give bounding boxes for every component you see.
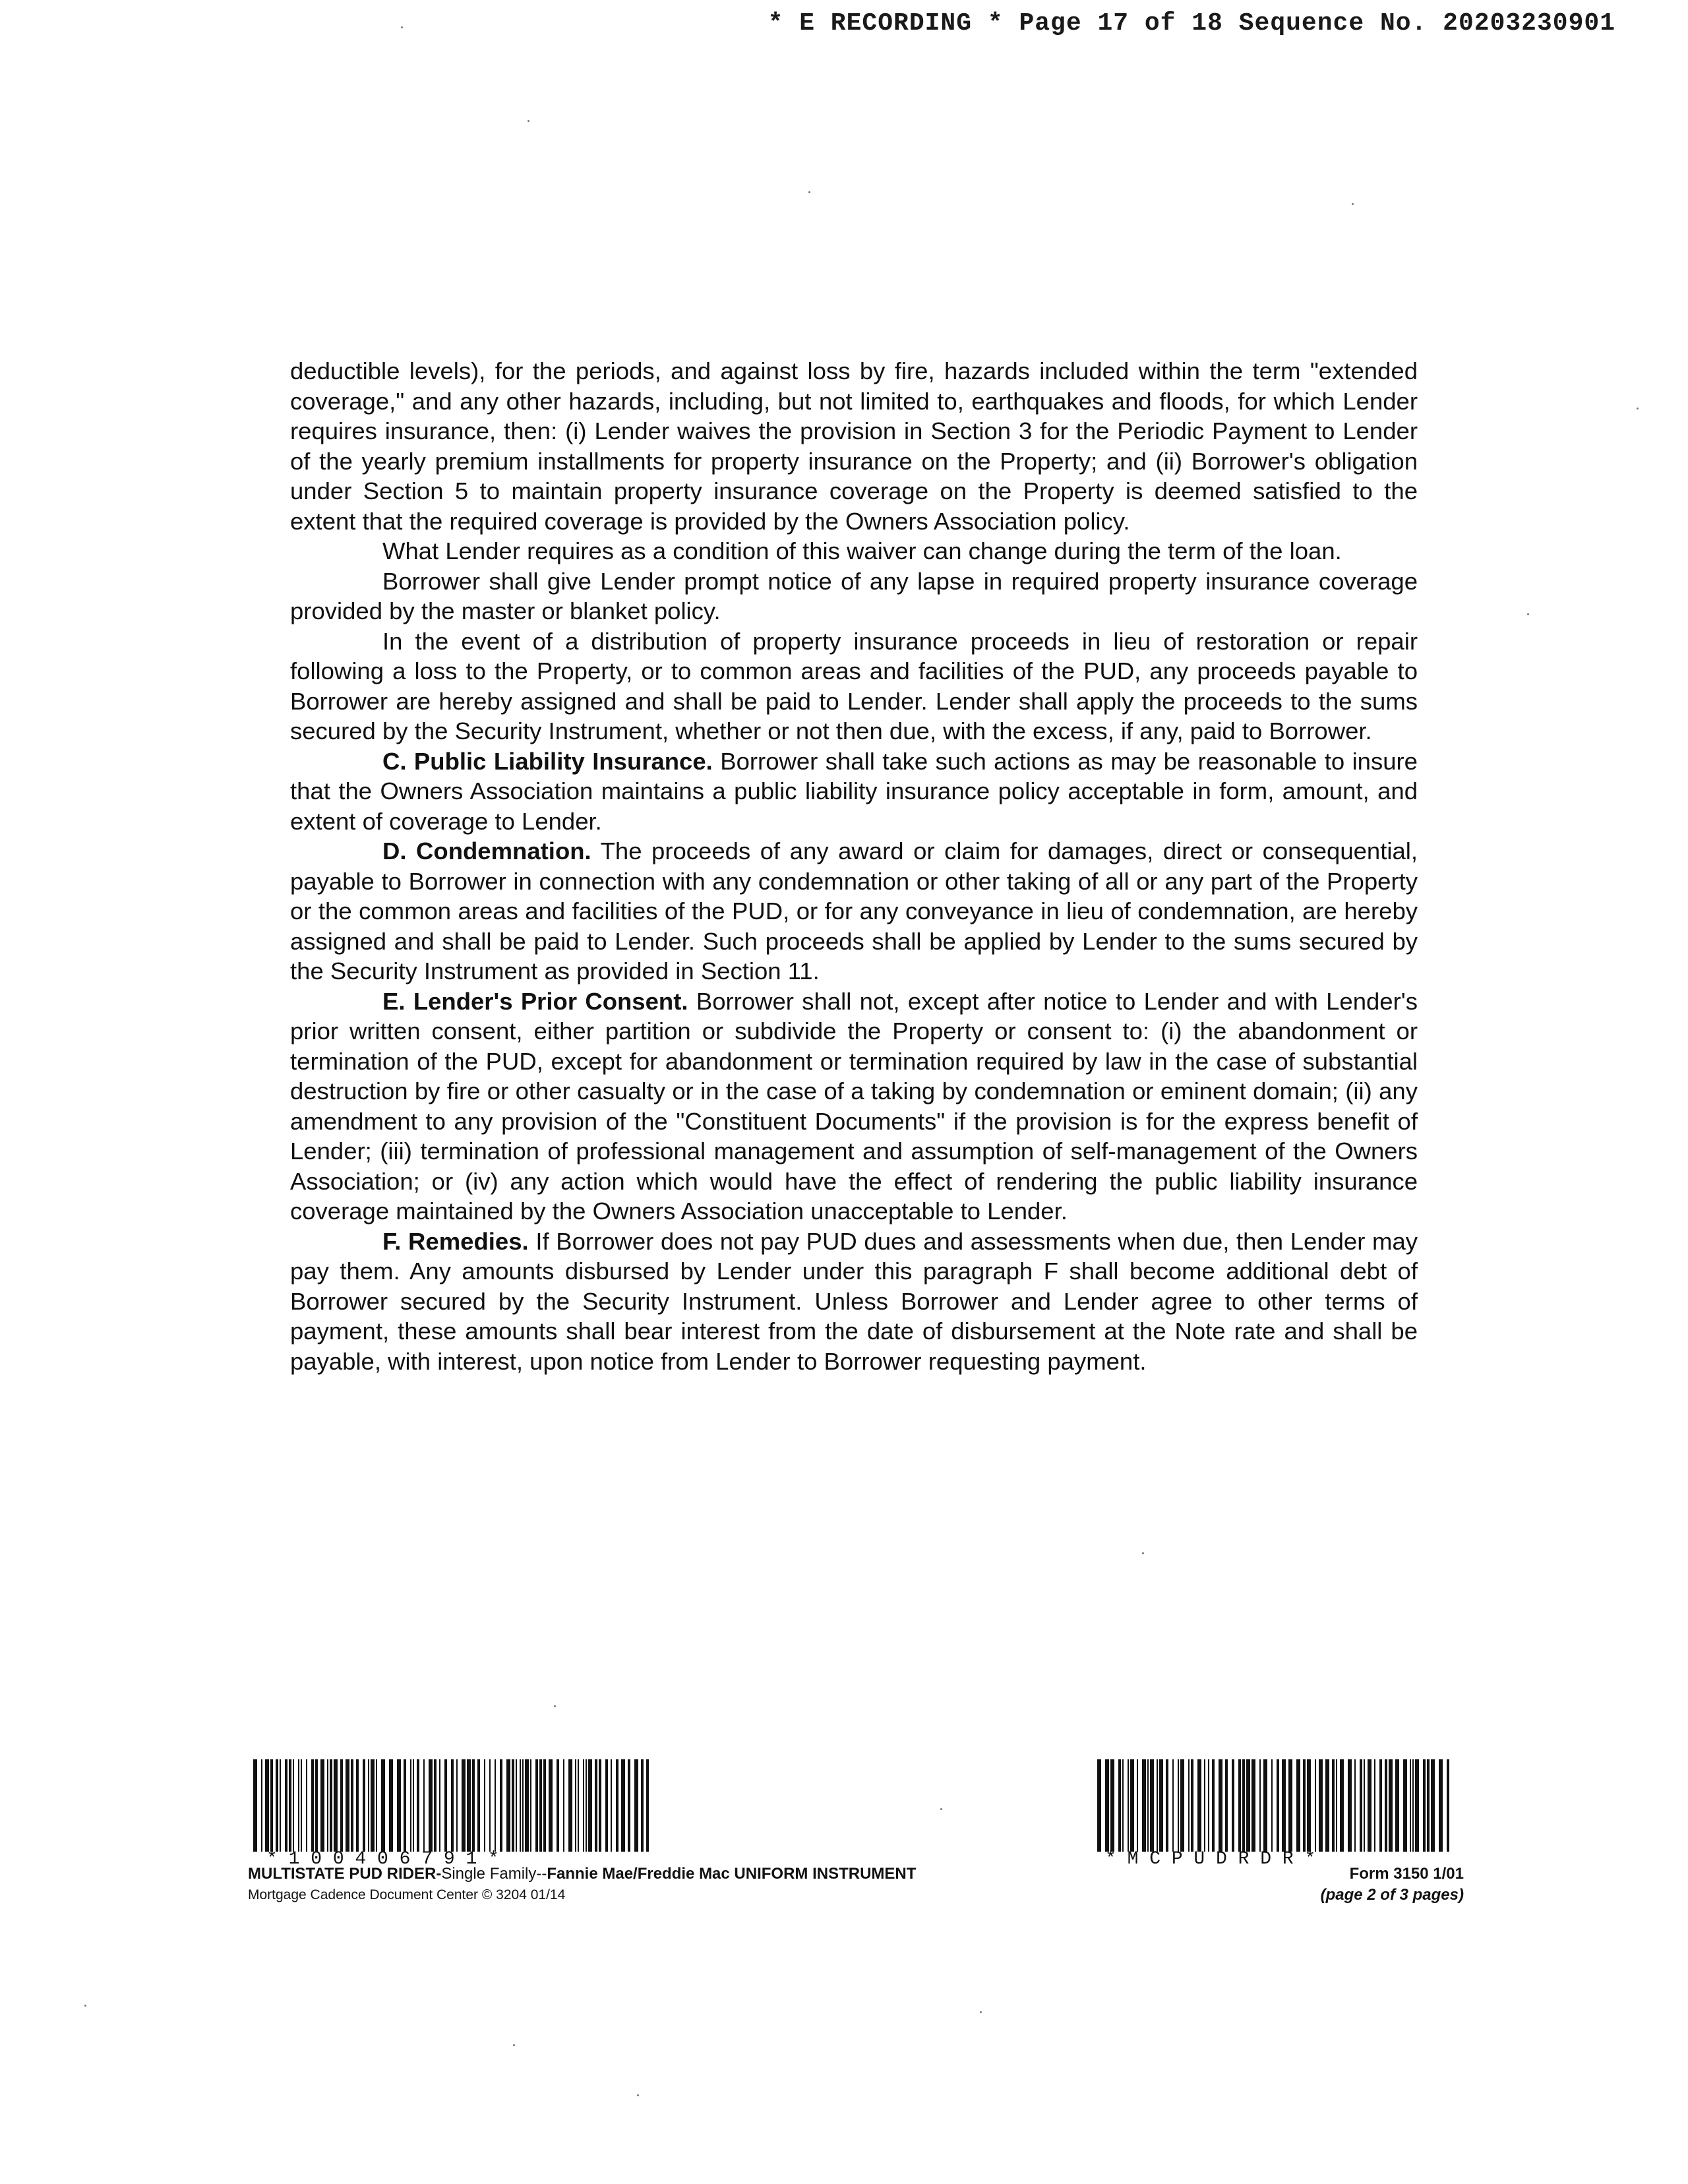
barcode-bar: [1238, 1759, 1241, 1852]
scan-speck: [513, 2044, 515, 2046]
barcode-bar: [489, 1759, 491, 1852]
barcode-bar: [1197, 1759, 1201, 1852]
barcode-bar: [578, 1759, 579, 1852]
barcode-bar: [351, 1759, 353, 1852]
barcode-bar: [280, 1759, 281, 1852]
barcode-bar: [1277, 1759, 1279, 1852]
barcode-bar: [583, 1759, 584, 1852]
loan-barcode: [253, 1759, 649, 1869]
barcode-bar: [1130, 1759, 1134, 1852]
barcode-bar: [298, 1759, 299, 1852]
barcode-bar: [1447, 1759, 1449, 1852]
paragraph-text: Borrower shall give Lender prompt notice of any lapse in required property insurance coverage provided by the master or blanket policy.: [290, 567, 1418, 624]
barcode-bar: [1360, 1759, 1362, 1852]
barcode-bar: [1191, 1759, 1193, 1852]
barcode-bar: [410, 1759, 411, 1852]
paragraph-insurance-continued: [290, 356, 1418, 536]
footer-page-count: (page 2 of 3 pages): [1320, 1886, 1464, 1904]
barcode-bar: [301, 1759, 302, 1852]
barcode-bar: [311, 1759, 314, 1852]
barcode-bar: [628, 1759, 630, 1852]
barcode-bar: [1118, 1759, 1121, 1852]
barcode-bar: [1348, 1759, 1352, 1852]
section-f-remedies: [290, 1227, 1418, 1377]
barcode-bar: [1354, 1759, 1356, 1852]
footer-subtitle: Mortgage Cadence Document Center © 3204 01/14: [248, 1887, 566, 1902]
barcode-bar: [1340, 1759, 1344, 1852]
scan-speck: [1527, 613, 1529, 615]
barcode-bar: [376, 1759, 377, 1852]
barcode-bar: [467, 1759, 471, 1852]
barcode-bar: [1315, 1759, 1316, 1852]
barcode-bar: [1319, 1759, 1323, 1852]
barcode-bar: [1307, 1759, 1311, 1852]
barcode-bar: [516, 1759, 517, 1852]
barcode-bar: [563, 1759, 564, 1852]
barcode-bar: [1142, 1759, 1146, 1852]
section-heading: D. Condemnation.: [382, 837, 591, 864]
barcode-bar: [1282, 1759, 1286, 1852]
scan-speck: [980, 2011, 982, 2013]
barcode-bar: [477, 1759, 480, 1852]
footer-title-bold: MULTISTATE PUD RIDER-: [248, 1865, 442, 1883]
paragraph-text: If Borrower does not pay PUD dues and assessments when due, then Lender may pay them. Any amounts disbursed by Lender under this paragraph F shall become additional debt of Borrower secured by the Security Instrument. Unless Borrower and Lender agree to other terms of payment, these amounts shall bear interest from the date of disbursement at the Note rate and shall be payable, with interest, upon notice from Lender to Borrower requesting payment.: [290, 1227, 1418, 1375]
barcode-bar: [1188, 1759, 1190, 1852]
barcode-bar: [1212, 1759, 1215, 1852]
barcode-bar: [389, 1759, 393, 1852]
barcode-bar: [444, 1759, 447, 1852]
scan-speck: [808, 191, 810, 193]
paragraph-text: In the event of a distribution of property insurance proceeds in lieu of restoration or repair following a loss to the Property, or to common areas and facilities of the PUD, any proceeds payable to Borrower are hereby assigned and shall be paid to Lender. Lender shall apply the proceeds to the sums secured by the Security Instrument, whether or not then due, with the excess, if any, paid to Borrower.: [290, 627, 1418, 744]
barcode-bar: [1208, 1759, 1209, 1852]
section-c-public-liability: [290, 746, 1418, 837]
barcode-bar: [276, 1759, 278, 1852]
barcode-bar: [1219, 1759, 1222, 1852]
barcode-bar: [605, 1759, 608, 1852]
paragraph-text: deductible levels), for the periods, and against loss by fire, hazards included within the term "extended coverage," and any other hazards, including, but not limited to, earthquakes and floods, for which Lender requires insurance, then: (i) Lender waives the provision in Section 3 for the Periodic Payment to Lender of the yearly premium installments for property insurance on the Property; and (ii) Borrower's obligation under Section 5 to maintain property insurance coverage on the Property is deemed satisfied to the extent that the required coverage is provided by the Owners Association policy.: [290, 357, 1418, 535]
barcode-bar: [525, 1759, 529, 1852]
paragraph-text: Borrower shall take such actions as may be reasonable to insure that the Owners Association maintains a public liability insurance policy acceptable in form, amount, and extent of coverage to Lender.: [290, 747, 1418, 835]
barcode-bar: [1403, 1759, 1407, 1852]
paragraph-text: What Lender requires as a condition of this waiver can change during the term of the loan.: [382, 537, 1342, 564]
barcode-bar: [340, 1759, 343, 1852]
barcode-bar: [315, 1759, 318, 1852]
barcode-bar: [1110, 1759, 1114, 1852]
barcode-bar: [500, 1759, 502, 1852]
barcode-bar: [472, 1759, 475, 1852]
barcode-bar: [334, 1759, 338, 1852]
footer-title-line: [248, 1864, 1105, 1885]
scan-speck: [1352, 203, 1354, 205]
barcode-bar: [1225, 1759, 1228, 1852]
scan-speck: [940, 1808, 942, 1810]
barcode-bar: [1395, 1759, 1399, 1852]
barcode-bar: [1368, 1759, 1372, 1852]
barcode-bar: [1150, 1759, 1154, 1852]
barcode-bar: [1410, 1759, 1411, 1852]
barcode-bar: [429, 1759, 433, 1852]
barcode-bar: [1147, 1759, 1149, 1852]
barcode-bar: [1423, 1759, 1426, 1852]
form-barcode-bars: [1097, 1759, 1453, 1852]
barcode-bar: [285, 1759, 287, 1852]
section-heading: E. Lender's Prior Consent.: [382, 987, 688, 1015]
loan-barcode-text: * 1 0 0 4 0 6 7 9 1 *: [266, 1849, 499, 1869]
barcode-bar: [568, 1759, 572, 1852]
barcode-bar: [451, 1759, 454, 1852]
barcode-bar: [456, 1759, 458, 1852]
barcode-bar: [265, 1759, 269, 1852]
barcode-bar: [1389, 1759, 1393, 1852]
paragraph-lapse-notice: [290, 566, 1418, 626]
barcode-bar: [413, 1759, 414, 1852]
footer-form-title: [248, 1864, 1105, 1906]
barcode-bar: [306, 1759, 307, 1852]
rider-body: [290, 356, 1418, 1376]
barcode-bar: [423, 1759, 425, 1852]
barcode-bar: [1242, 1759, 1245, 1852]
barcode-bar: [1263, 1759, 1267, 1852]
barcode-bar: [1128, 1759, 1129, 1852]
barcode-bar: [1412, 1759, 1414, 1852]
paragraph-text: Borrower shall not, except after notice to Lender and with Lender's prior written consent, either partition or subdivide the Property or consent to: (i) the abandonment or termination of the PUD, except for abandonment or termination required by law in the case of substantial destruction by fire or other casualty or in the case of a taking by condemnation or eminent domain; (ii) any amendment to any provision of the "Constituent Documents" if the provision is for the express benefit of Lender; (iii) termination of professional management and assumption of self-management of the Owners Association; or (iv) any action which would have the effect of rendering the public liability insurance coverage maintained by the Owners Association unacceptable to Lender.: [290, 987, 1418, 1225]
barcode-bar: [595, 1759, 597, 1852]
barcode-bar: [1288, 1759, 1292, 1852]
barcode-bar: [1259, 1759, 1261, 1852]
scan-speck: [637, 2094, 639, 2096]
barcode-bar: [1232, 1759, 1234, 1852]
barcode-bar: [363, 1759, 365, 1852]
barcode-bar: [611, 1759, 612, 1852]
section-heading: C. Public Liability Insurance.: [382, 747, 713, 775]
paragraph-waiver: [290, 536, 1418, 566]
barcode-bar: [1271, 1759, 1273, 1852]
barcode-bar: [1427, 1759, 1430, 1852]
barcode-bar: [641, 1759, 644, 1852]
barcode-bar: [616, 1759, 618, 1852]
barcode-bar: [381, 1759, 385, 1852]
scan-speck: [554, 1705, 556, 1707]
barcode-bar: [484, 1759, 485, 1852]
barcode-bar: [557, 1759, 559, 1852]
barcode-bar: [368, 1759, 369, 1852]
loan-barcode-bars: [253, 1759, 649, 1852]
footer-form-code: Form 3150 1/01: [1349, 1865, 1464, 1883]
barcode-bar: [1172, 1759, 1174, 1852]
footer-form-number: [1134, 1864, 1464, 1906]
barcode-bar: [1178, 1759, 1179, 1852]
barcode-bar: [1439, 1759, 1443, 1852]
barcode-bar: [371, 1759, 375, 1852]
barcode-bar: [1374, 1759, 1375, 1852]
barcode-bar: [1159, 1759, 1163, 1852]
footer-title-light: Single Family--: [441, 1865, 547, 1883]
barcode-bar: [356, 1759, 359, 1852]
barcode-bar: [1097, 1759, 1101, 1852]
paragraph-distribution: [290, 626, 1418, 746]
barcode-bar: [1180, 1759, 1184, 1852]
scan-speck: [1142, 1552, 1144, 1554]
section-e-prior-consent: [290, 986, 1418, 1227]
barcode-bar: [1246, 1759, 1250, 1852]
barcode-bar: [588, 1759, 592, 1852]
barcode-bar: [1415, 1759, 1419, 1852]
barcode-bar: [434, 1759, 437, 1852]
barcode-bar: [634, 1759, 638, 1852]
barcode-bar: [1364, 1759, 1365, 1852]
barcode-bar: [586, 1759, 587, 1852]
barcode-bar: [289, 1759, 291, 1852]
barcode-bar: [253, 1759, 257, 1852]
barcode-bar: [495, 1759, 496, 1852]
barcode-bar: [1336, 1759, 1337, 1852]
barcode-bar: [1325, 1759, 1329, 1852]
scan-speck: [1637, 408, 1639, 410]
recording-header: * E RECORDING * Page 17 of 18 Sequence No. 20203230901: [768, 9, 1615, 38]
barcode-bar: [462, 1759, 466, 1852]
barcode-bar: [404, 1759, 406, 1852]
barcode-bar: [549, 1759, 553, 1852]
barcode-bar: [417, 1759, 419, 1852]
barcode-bar: [293, 1759, 294, 1852]
barcode-bar: [1105, 1759, 1109, 1852]
barcode-bar: [512, 1759, 514, 1852]
section-d-condemnation: [290, 836, 1418, 986]
barcode-bar: [439, 1759, 440, 1852]
section-heading: F. Remedies.: [382, 1227, 529, 1255]
barcode-bar: [543, 1759, 546, 1852]
barcode-bar: [599, 1759, 601, 1852]
barcode-bar: [330, 1759, 332, 1852]
footer-title-bold2: Fannie Mae/Freddie Mac UNIFORM INSTRUMENT: [547, 1865, 917, 1883]
barcode-bar: [575, 1759, 576, 1852]
barcode-bar: [1379, 1759, 1382, 1852]
barcode-bar: [1204, 1759, 1205, 1852]
barcode-bar: [1296, 1759, 1300, 1852]
barcode-bar: [621, 1759, 625, 1852]
barcode-bar: [1251, 1759, 1255, 1852]
barcode-bar: [1122, 1759, 1124, 1852]
barcode-bar: [1385, 1759, 1387, 1852]
form-barcode: [1097, 1759, 1453, 1869]
paragraph-text: The proceeds of any award or claim for damages, direct or consequential, payable to Borrower in connection with any condemnation or other taking of all or any part of the Property or the common areas and facilities of the PUD, or for any conveyance in lieu of condemnation, are hereby assigned and shall be paid to Lender. Such proceeds shall be applied by Lender to the sums secured by the Security Instrument as provided in Section 11.: [290, 837, 1418, 985]
barcode-bar: [261, 1759, 262, 1852]
scan-speck: [401, 26, 403, 28]
barcode-bar: [327, 1759, 328, 1852]
barcode-bar: [1431, 1759, 1435, 1852]
barcode-bar: [535, 1759, 538, 1852]
barcode-bar: [506, 1759, 510, 1852]
barcode-bar: [270, 1759, 273, 1852]
barcode-bar: [1157, 1759, 1158, 1852]
barcode-bar: [530, 1759, 531, 1852]
scan-speck: [528, 120, 529, 122]
barcode-bar: [320, 1759, 324, 1852]
scan-speck: [84, 2005, 86, 2007]
barcode-bar: [397, 1759, 401, 1852]
barcode-bar: [1166, 1759, 1168, 1852]
form-barcode-text: * M C P U D R D R *: [1105, 1849, 1316, 1869]
barcode-bar: [522, 1759, 524, 1852]
barcode-bar: [539, 1759, 542, 1852]
barcode-bar: [520, 1759, 521, 1852]
barcode-bar: [346, 1759, 349, 1852]
barcode-bar: [1137, 1759, 1138, 1852]
barcode-bar: [1332, 1759, 1335, 1852]
barcode-bar: [1303, 1759, 1306, 1852]
barcode-bar: [646, 1759, 649, 1852]
